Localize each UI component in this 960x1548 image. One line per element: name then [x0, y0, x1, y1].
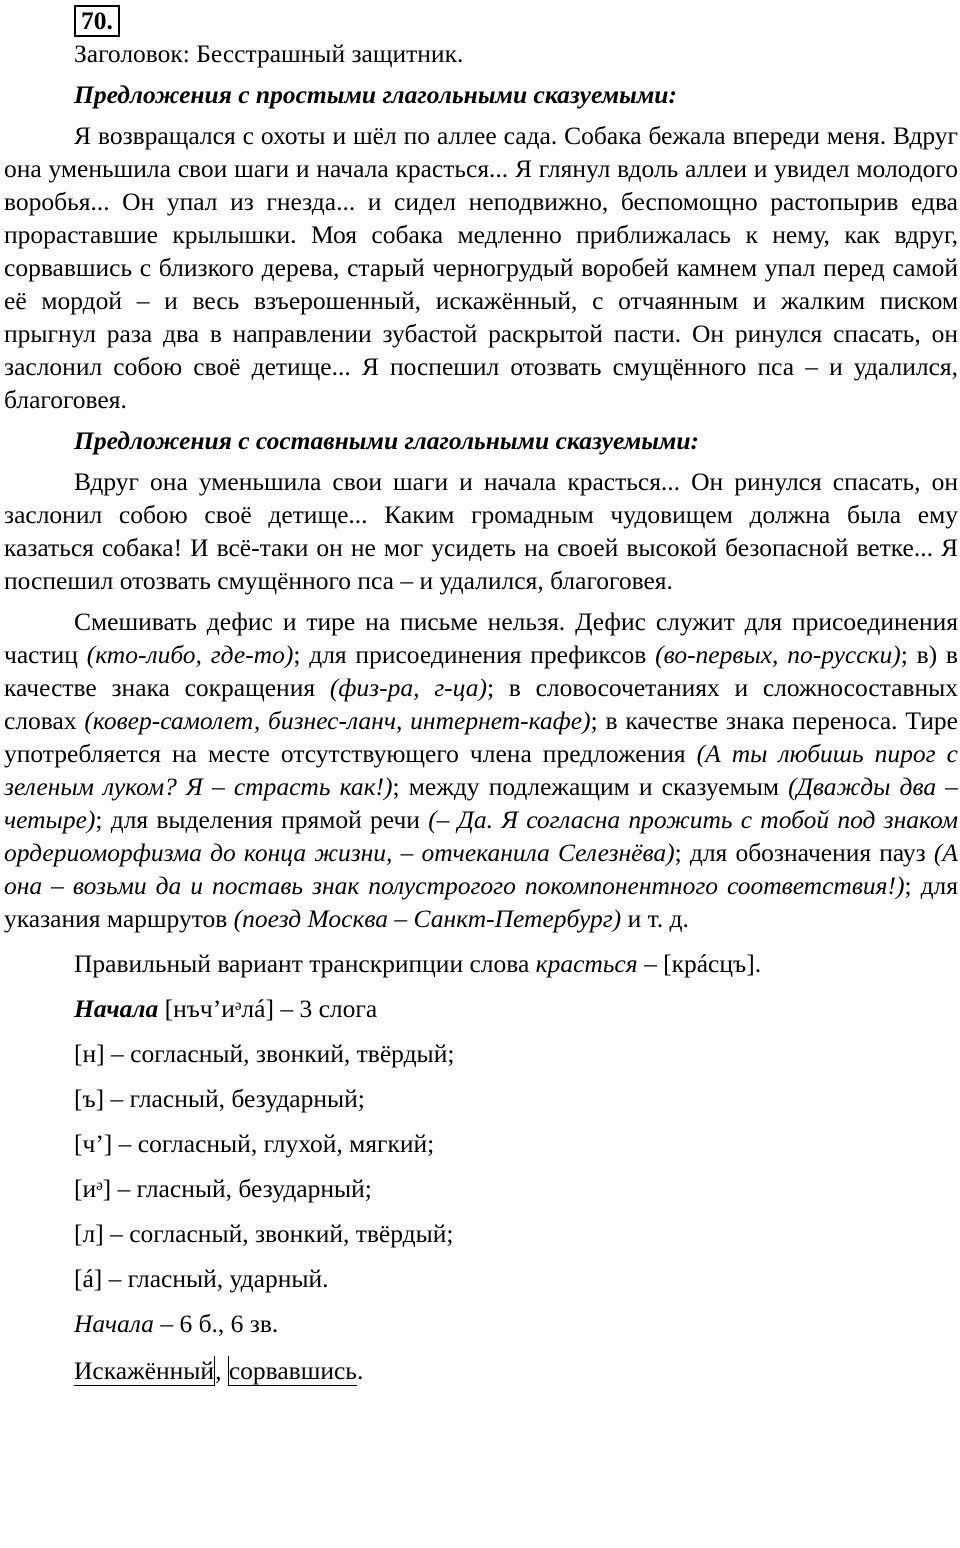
punctuation-part: и т. д.	[621, 904, 689, 933]
title-line: Заголовок: Бесстрашный защитник.	[74, 39, 464, 68]
phonetic-line: [н] – согласный, звонкий, твёрдый;	[74, 1039, 455, 1068]
punctuation-part: ; в словосочетаниях и сложносоставных словах	[4, 673, 958, 735]
exercise-number: 70.	[74, 5, 120, 37]
punctuation-part: (физ-ра, г-ца)	[329, 673, 487, 702]
phonetic-line: [á] – гласный, ударный.	[74, 1264, 329, 1293]
count-word: Начала	[74, 1309, 154, 1338]
phonetic-line: [иᵊ] – гласный, безударный;	[74, 1174, 372, 1203]
section1-text: Я возвращался с охоты и шёл по аллее сада. Собака бежала впереди меня. Вдруг она уменьшила свои шаги и начала красться... Я глянул вдоль аллеи и увидел молодого воробья... Он упал из гнезда... и сидел неподвижно, беспомощно растопырив едва прораставшие крылышки. Моя собака медленно приближалась к нему, как вдруг, сорвавшись с близкого дерева, старый черногрудый воробей камнем упал перед самой её мордой – и весь взъерошенный, искажённый, с отчаянным и жалким писком прыгнул раза два в направлении зубастой раскрытой пасти. Он ринулся спасать, он заслонил собою своё детище... Я поспешил отозвать смущённого пса – и удалился, благоговея.	[4, 121, 958, 414]
punctuation-part: (Дважды два – четыре)	[4, 772, 958, 834]
phonetic-line: [ъ] – гласный, безударный;	[74, 1084, 365, 1113]
phonetic-header	[4, 992, 958, 1025]
punctuation-part: ; между подлежащим и сказуемым	[392, 772, 789, 801]
punctuation-part: Смешивать дефис и тире на письме нельзя. Дефис служит для присоединения частиц	[4, 607, 958, 669]
morph-word-1: Искажённый	[74, 1356, 215, 1385]
transcription-intro: Правильный вариант транскрипции слова	[74, 949, 536, 978]
punctuation-part: ; для присоединения префиксов	[293, 640, 656, 669]
punctuation-part: ; в) в качестве знака сокращения	[4, 640, 958, 702]
morph-word-2: сорвавшись	[228, 1356, 357, 1385]
punctuation-part: (во-первых, по-русски)	[655, 640, 901, 669]
section2-heading: Предложения с составными глагольными сказуемыми:	[74, 426, 700, 455]
exercise-number-row	[4, 4, 958, 37]
transcription-line	[4, 947, 958, 980]
punctuation-part: (кто-либо, где-то)	[86, 640, 294, 669]
phonetic-lines	[4, 1037, 958, 1295]
transcription-word: красться	[535, 949, 638, 978]
count-line	[4, 1307, 958, 1340]
transcription-value: – [крáсцъ].	[637, 949, 762, 978]
punctuation-part: (ковер-самолет, бизнес-ланч, интернет-кафе)	[84, 706, 591, 735]
morph-end: .	[356, 1356, 364, 1385]
punctuation-part: (– Да. Я согласна прожить с тобой под знаком ордериоморфизма до конца жизни, – отчеканила Селезнёва)	[4, 805, 958, 867]
document-page	[4, 4, 958, 1387]
phonetic-line: [л] – согласный, звонкий, твёрдый;	[74, 1219, 454, 1248]
section2-text: Вдруг она уменьшила свои шаги и начала красться... Он ринулся спасать, он заслонил собою своё детище... Каким громадным чудовищем должна была ему казаться собака! И всё-таки он не мог усидеть на своей высокой безопасной ветке... Я поспешил отозвать смущённого пса – и удалился, благоговея.	[4, 467, 958, 595]
phonetic-value: [нъч’иᵊлá] – 3 слога	[158, 994, 378, 1023]
punctuation-part: (А ты любишь пирог с зеленым луком? Я – страсть как!)	[4, 739, 958, 801]
punctuation-part: (А она – возьми да и поставь знак полустрогого покомпонентного соответствия!)	[4, 838, 958, 900]
phonetic-line: [ч’] – согласный, глухой, мягкий;	[74, 1129, 435, 1158]
punctuation-part: ; в качестве знака переноса. Тире употребляется на месте отсутствующего члена предложения	[4, 706, 958, 768]
phonetic-word: Начала	[74, 994, 159, 1023]
punctuation-part: ; для обозначения пауз	[674, 838, 934, 867]
morph-sep: ,	[215, 1356, 228, 1385]
punctuation-part: (поезд Москва – Санкт-Петербург)	[233, 904, 622, 933]
punctuation-paragraph	[4, 605, 958, 935]
punctuation-part: ; для выделения прямой речи	[95, 805, 429, 834]
morph-line	[4, 1354, 958, 1387]
punctuation-part: ; для указания маршрутов	[4, 871, 958, 933]
count-value: – 6 б., 6 зв.	[153, 1309, 279, 1338]
section1-heading: Предложения с простыми глагольными сказуемыми:	[74, 80, 677, 109]
